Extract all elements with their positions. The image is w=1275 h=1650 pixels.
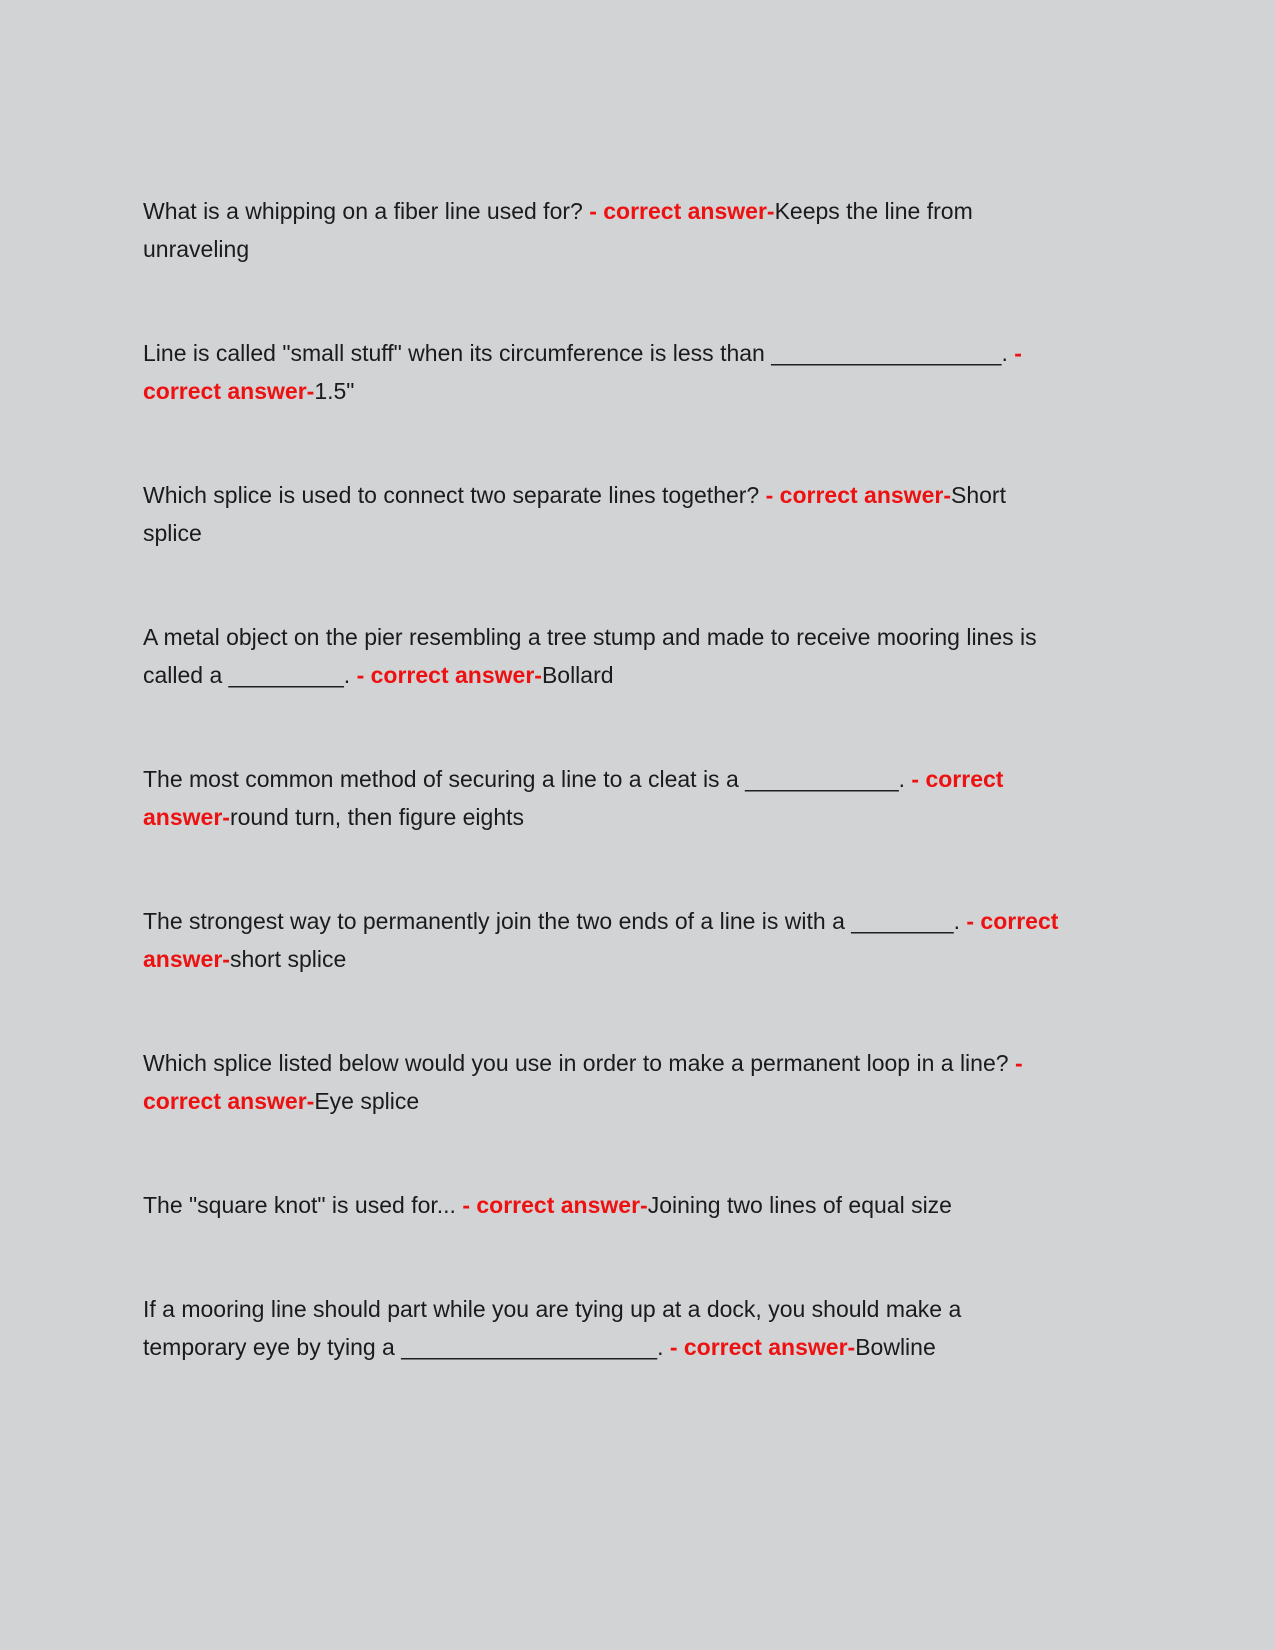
question-text: What is a whipping on a fiber line used for? [143, 198, 590, 224]
question-text: If a mooring line should part while you are tying up at a dock, you should make a temporary eye by tying a ____________________. [143, 1296, 968, 1360]
correct-answer-marker: - correct answer- [143, 1050, 1029, 1114]
answer-text: Short splice [143, 482, 1013, 546]
correct-answer-marker: - correct answer- [589, 198, 775, 224]
qa-item [143, 334, 1060, 410]
qa-item [143, 1044, 1060, 1120]
qa-item [143, 618, 1060, 694]
qa-item [143, 476, 1060, 552]
answer-text: Bollard [541, 662, 614, 688]
answer-text: short splice [229, 946, 347, 972]
correct-answer-marker: - correct answer- [356, 662, 542, 688]
qa-item [143, 1290, 1060, 1366]
answer-text: Bowline [855, 1334, 936, 1360]
answer-text: 1.5" [314, 378, 355, 404]
correct-answer-marker: - correct answer- [143, 908, 1065, 972]
question-text: The "square knot" is used for... [143, 1192, 463, 1218]
question-text: The strongest way to permanently join the two ends of a line is with a ________. [143, 908, 967, 934]
correct-answer-marker: - correct answer- [669, 1334, 856, 1360]
question-text: Line is called "small stuff" when its circumference is less than __________________. [143, 340, 1015, 366]
question-text: Which splice is used to connect two separate lines together? [143, 482, 766, 508]
answer-text: round turn, then figure eights [229, 804, 525, 830]
qa-item [143, 902, 1065, 978]
correct-answer-marker: - correct answer- [765, 482, 951, 508]
correct-answer-marker: - correct answer- [462, 1192, 648, 1218]
correct-answer-marker: - correct answer- [143, 340, 1029, 404]
qa-item [143, 192, 1060, 268]
correct-answer-marker: - correct answer- [143, 766, 1010, 830]
answer-text: Keeps the line from unraveling [143, 198, 980, 262]
qa-item [143, 760, 1060, 836]
question-text: A metal object on the pier resembling a tree stump and made to receive mooring lines is called a _________. [143, 624, 1044, 688]
qa-item [143, 1186, 1060, 1224]
question-text: The most common method of securing a line to a cleat is a ____________. [143, 766, 912, 792]
answer-text: Joining two lines of equal size [647, 1192, 952, 1218]
question-text: Which splice listed below would you use in order to make a permanent loop in a line? [143, 1050, 1015, 1076]
answer-text: Eye splice [314, 1088, 420, 1114]
